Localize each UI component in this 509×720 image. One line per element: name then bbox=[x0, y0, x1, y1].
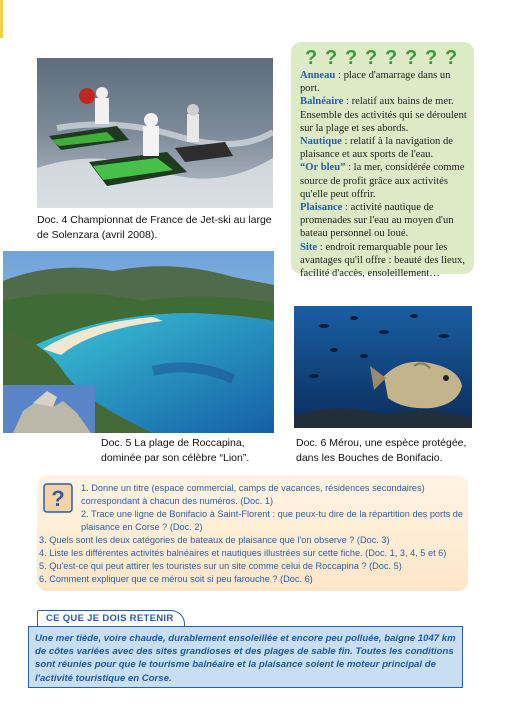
grouper-photo bbox=[294, 306, 472, 428]
svg-text:?: ? bbox=[51, 486, 65, 511]
svg-text:?: ? bbox=[425, 47, 438, 68]
page-edge-mark bbox=[0, 0, 3, 38]
question-item: 3. Quels sont les deux catégories de bateaux de plaisance que l'on observe ? (Doc. 3) bbox=[39, 535, 390, 545]
question-item: 1. Donne un titre (espace commercial, camps de vacances, résidences secondaires) correspondant à chacun des numéros. (Doc. 1) bbox=[81, 483, 425, 506]
glossary-entry: Nautique : relatif à la navigation de plaisance et aux sports de l'eau. bbox=[300, 136, 453, 161]
glossary-box bbox=[291, 42, 474, 280]
svg-text:?: ? bbox=[365, 47, 378, 68]
svg-text:?: ? bbox=[305, 47, 318, 68]
remember-box bbox=[28, 626, 463, 688]
question-item: 2. Trace une ligne de Bonifacio à Saint-Florent : que peux-tu dire de la répartition des ports de plaisance en Corse ? (Doc. 2) bbox=[81, 509, 464, 532]
doc6-caption: Doc. 6 Mérou, une espèce protégée, dans les Bouches de Bonifacio. bbox=[296, 437, 467, 464]
svg-text:?: ? bbox=[325, 47, 338, 68]
svg-text:?: ? bbox=[445, 47, 458, 68]
remember-heading-tab bbox=[37, 610, 185, 627]
jetski-photo bbox=[37, 58, 273, 208]
glossary-entry: Balnéaire : relatif aux bains de mer. Ensemble des activités qui se déroulent sur la plage et ses abords. bbox=[300, 96, 467, 134]
glossary-entry: Plaisance : activité nautique de promenades sur l'eau au moyen d'un bateau personnel ou loué. bbox=[300, 202, 454, 240]
svg-text:?: ? bbox=[385, 47, 398, 68]
glossary-entry: Anneau : place d'amarrage dans un port. bbox=[300, 70, 451, 95]
question-marks-icon bbox=[301, 44, 471, 68]
glossary-entry: “Or bleu” : la mer, considérée comme source de profit grâce aux activités qu'elle peut offrir. bbox=[300, 162, 465, 200]
glossary-entry: Site : endroit remarquable pour les avantages qu'il offre : beauté des lieux, facilité d'accès, ensoleillement… bbox=[300, 241, 465, 280]
remember-text: Une mer tiède, voire chaude, durablement ensoleillée et encore peu polluée, baigne 1047 km de côtes variées avec des sites grandioses et des plages de sable fin. Toutes les conditions sont réunies pour que le tourisme balnéaire et la plaisance soient le moteur principal de l'activité touristique en Corse. bbox=[35, 633, 456, 684]
remember-heading: CE QUE JE DOIS RETENIR bbox=[46, 613, 174, 624]
doc4-caption: Doc. 4 Championnat de France de Jet-ski au large de Solenzara (avril 2008). bbox=[37, 214, 272, 241]
svg-text:?: ? bbox=[345, 47, 358, 68]
questions-box bbox=[37, 475, 468, 591]
question-item: 4. Liste les différentes activités balnéaires et nautiques illustrées sur cette fiche. (Doc. 1, 3, 4, 5 et 6) bbox=[39, 548, 447, 558]
doc5-caption: Doc. 5 La plage de Roccapina, dominée par son célèbre “Lion”. bbox=[101, 437, 250, 464]
svg-text:?: ? bbox=[405, 47, 418, 68]
roccapina-photo bbox=[3, 251, 274, 433]
questions-list bbox=[39, 482, 467, 586]
question-item: 5. Qu'est-ce qui peut attirer les touristes sur un site comme celui de Roccapina ? (Doc. 5) bbox=[39, 561, 402, 571]
question-item: 6. Comment expliquer que ce mérou soit si peu farouche ? (Doc. 6) bbox=[39, 574, 313, 584]
glossary-definitions bbox=[300, 69, 470, 280]
